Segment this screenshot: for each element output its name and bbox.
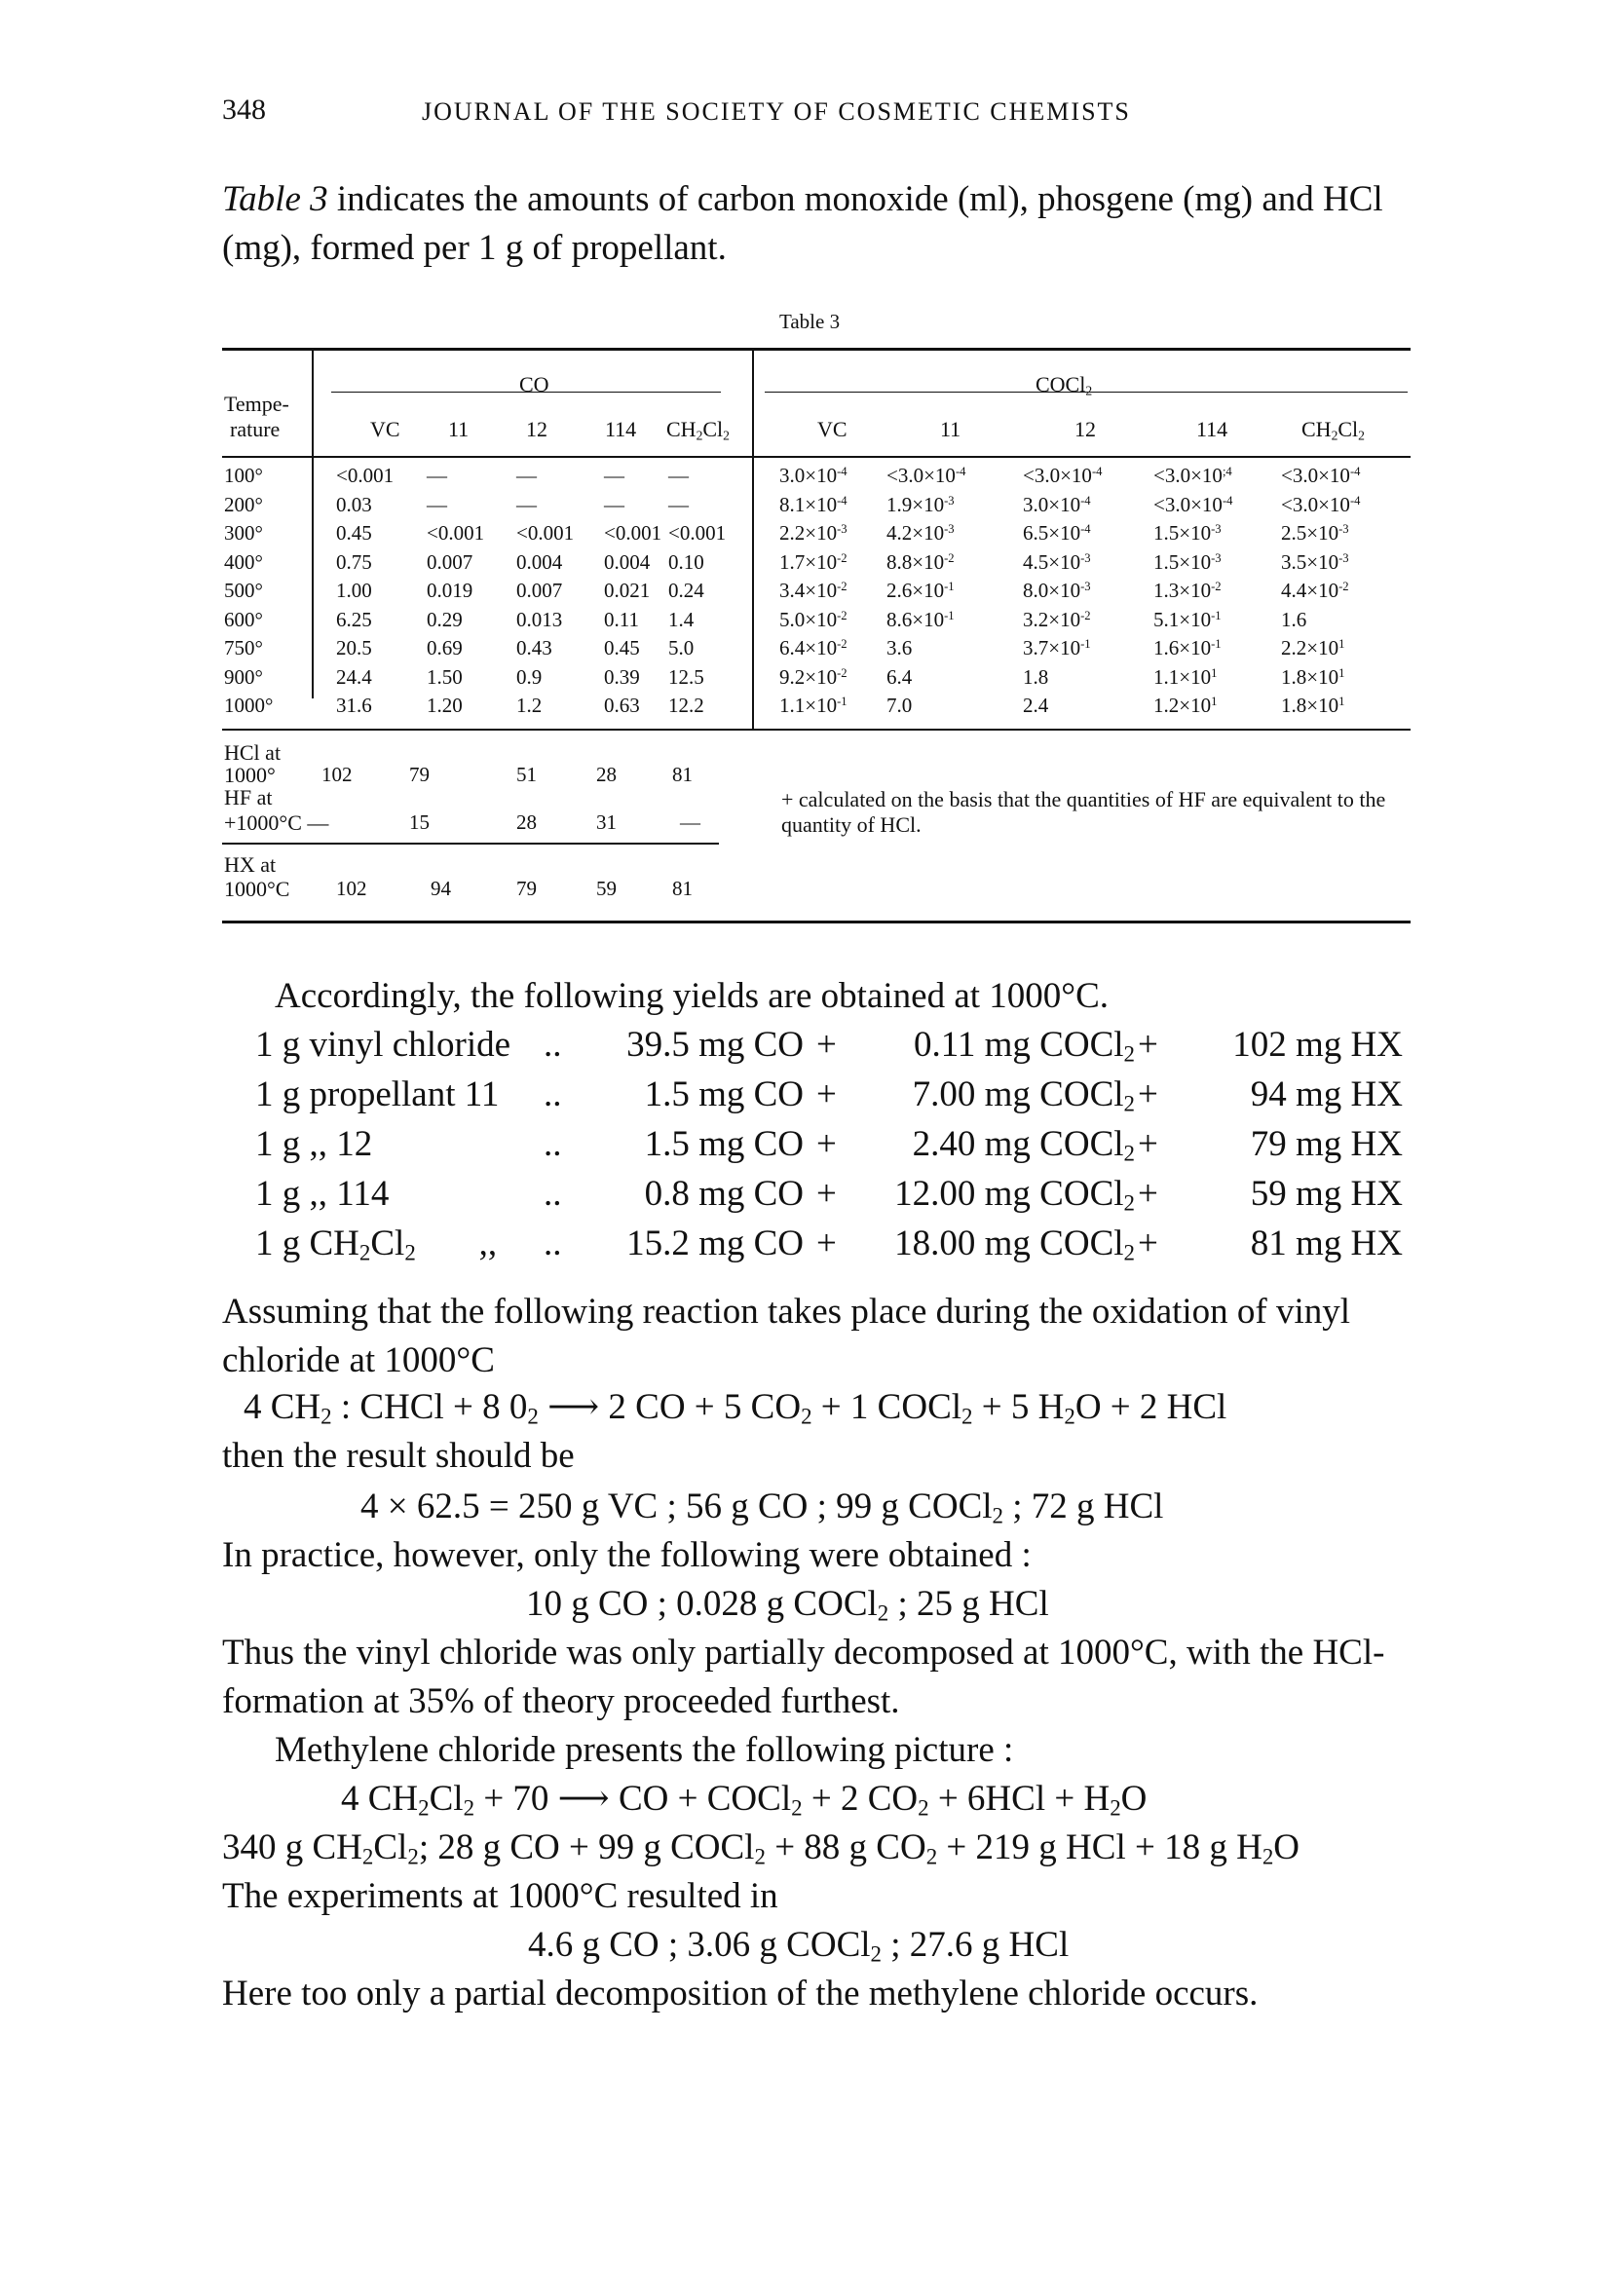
methylene-intro: Methylene chloride presents the following picture :: [275, 1730, 1014, 1770]
co-cell: —: [604, 492, 624, 516]
hf-label-2: +1000°C —: [224, 810, 329, 835]
hx-cell: 59: [596, 877, 617, 900]
co-cell: 0.45: [336, 521, 372, 545]
co-cell: 0.43: [516, 636, 552, 659]
co-cell: 6.25: [336, 607, 372, 631]
hcl-cell: 79: [409, 763, 430, 786]
experiment-intro: The experiments at 1000°C resulted in: [222, 1876, 778, 1916]
cocl2-col-ch2cl2: $CH_2Cl_2$: [1301, 417, 1365, 443]
hf-label-1: HF at: [224, 785, 273, 809]
cocl2-cell: $8.6\times 10^{-1}$: [886, 607, 955, 631]
co-cell: 1.00: [336, 579, 372, 602]
methylene-stoichiometry: 340 g $CH_2Cl_2$; 28 g CO + 99 g COCl$_2$ + 88 g $CO_2 + 219$ g HCl + 18 g $H_2O$: [222, 1827, 1300, 1869]
table-caption: Table 3: [779, 310, 841, 333]
cocl2-cell: $1.1\times 10^{-1}$: [779, 694, 848, 717]
co-cell: 1.2: [516, 694, 543, 717]
co-cell: 0.03: [336, 492, 372, 516]
yield-co: 1.5 mg CO: [644, 1124, 804, 1164]
table-bottom-rule: [222, 921, 1411, 923]
yield-plus: +: [816, 1174, 837, 1214]
row-temperature: 1000°: [224, 694, 274, 717]
yield-cocl2: 18.00 mg COCl$_2$: [894, 1223, 1135, 1265]
co-cell: —: [604, 464, 624, 487]
co-col-ch2cl2: $CH_2Cl_2$: [666, 417, 730, 443]
co-cell: —: [668, 492, 689, 516]
co-cell: —: [516, 492, 537, 516]
hcl-label-2: 1000°: [224, 763, 276, 787]
hcl-label-1: HCl at: [224, 740, 282, 765]
yield-hx: 79 mg HX: [1250, 1124, 1403, 1164]
final-paragraph: Here too only a partial decomposition of the methylene chloride occurs.: [222, 1974, 1259, 2014]
co-cell: 1.20: [427, 694, 463, 717]
co-cell: 0.004: [516, 549, 563, 574]
cocl2-col-11: 11: [940, 417, 961, 441]
conclusion-paragraph: Thus the vinyl chloride was only partially decomposed at 1000°C, with the HCl-formation at 35% of theory proceeded furthest.: [222, 1633, 1385, 1721]
co-cell: —: [668, 464, 689, 487]
cocl2-cell: $3.5\times 10^{-3}$: [1281, 549, 1349, 574]
co-cell: 0.69: [427, 636, 463, 659]
row-temperature: 200°: [224, 492, 263, 516]
cocl2-cell: 3.6: [886, 636, 913, 659]
cocl2-cell: $3.2\times 10^{-2}$: [1023, 607, 1091, 631]
yield-substance: 1 g propellant 11: [255, 1074, 500, 1114]
cocl2-cell: $3.7\times 10^{-1}$: [1023, 636, 1091, 659]
co-col-12: 12: [526, 417, 547, 441]
cocl2-cell: $1.8\times 10^1$: [1281, 664, 1345, 689]
co-cell: 31.6: [336, 694, 372, 717]
cocl2-cell: $1.3\times 10^{-2}$: [1153, 579, 1222, 602]
cocl2-cell: 7.0: [886, 694, 913, 717]
cocl2-cell: $1.1\times 10^1$: [1153, 664, 1218, 689]
yield-hx: 81 mg HX: [1250, 1223, 1403, 1263]
hcl-cell: 51: [516, 763, 537, 786]
yield-dots: ..: [544, 1074, 562, 1114]
table-footnote: + calculated on the basis that the quantities of HF are equivalent to the quantity of HCl.: [781, 787, 1386, 837]
cocl2-cell: $5.0\times 10^{-2}$: [779, 607, 848, 631]
co-cell: 0.007: [427, 549, 473, 574]
co-cell: 1.50: [427, 664, 463, 689]
cocl2-cell: $1.9\times 10^{-3}$: [886, 492, 955, 516]
cocl2-cell: $9.2\times 10^{-2}$: [779, 664, 848, 689]
yield-cocl2: 12.00 mg COCl$_2$: [894, 1174, 1135, 1216]
practice-result: 10 g CO ; 0.028 g COCl$_2$ ; 25 g HCl: [526, 1584, 1049, 1626]
hf-rule: [222, 843, 719, 845]
cocl2-cell: $4.4\times 10^{-2}$: [1281, 579, 1349, 602]
temp-divider: [312, 351, 314, 698]
cocl2-cell: $1.6\times 10^{-1}$: [1153, 636, 1222, 659]
cocl2-col-vc: VC: [817, 417, 848, 441]
co-cell: 24.4: [336, 664, 372, 689]
co-cell: 0.004: [604, 549, 651, 574]
cocl2-cell: $8.0\times 10^{-3}$: [1023, 579, 1091, 602]
table-top-rule: [222, 348, 1411, 351]
cocl2-cell: $3.4\times 10^{-2}$: [779, 579, 848, 602]
yield-cocl2: 2.40 mg COCl$_2$: [912, 1124, 1135, 1166]
co-cell: 0.63: [604, 694, 640, 717]
journal-title: JOURNAL OF THE SOCIETY OF COSMETIC CHEMISTS: [422, 97, 1131, 126]
cocl2-cell: $8.1\times 10^{-4}$: [779, 492, 848, 516]
co-cell: 0.39: [604, 664, 640, 689]
co-cell: 0.9: [516, 664, 543, 689]
cocl2-cell: $<3.0\times 10^{-4}$: [1153, 492, 1233, 516]
yield-dots: ..: [544, 1025, 562, 1065]
cocl2-group-header: COCl$_2$: [1036, 372, 1093, 398]
co-cell: 0.45: [604, 636, 640, 659]
methylene-reaction: 4 $CH_2Cl_2 + 70$ ⟶ CO + COCl$_2$ + 2 $CO_2 + 6HCl + H_2O$: [341, 1779, 1148, 1821]
yield-hx: 102 mg HX: [1232, 1025, 1403, 1065]
cocl2-cell: $<3.0\times 10^{-4}$: [1023, 464, 1103, 487]
hcl-cell: 81: [672, 763, 693, 786]
cocl2-cell: $2.6\times 10^{-1}$: [886, 579, 955, 602]
co-cell: <0.001: [668, 521, 727, 545]
cocl2-cell: $<3.0\times 10^{-4}$: [886, 464, 966, 487]
co-cell: 0.29: [427, 607, 463, 631]
yield-substance: 1 g ,, 12: [255, 1124, 373, 1164]
result-intro: then the result should be: [222, 1436, 575, 1476]
page-number: 348: [222, 94, 266, 126]
co-cell: 12.5: [668, 664, 704, 689]
vc-reaction-equation: 4 $CH_2$ : CHCl + 8 $0_2$ ⟶ 2 CO + 5 $CO_2 + 1$ COCl$_2$ + 5 $H_2O + 2$ HCl: [244, 1387, 1227, 1429]
cocl2-cell: $6.5\times 10^{-4}$: [1023, 521, 1091, 545]
assumption-paragraph: Assuming that the following reaction takes place during the oxidation of vinyl chloride at 1000°C: [222, 1292, 1351, 1380]
intro-text: indicates the amounts of carbon monoxide (ml), phosgene (mg) and HCl (mg), formed per 1 g of propellant.: [222, 179, 1383, 268]
row-temperature: 900°: [224, 664, 263, 689]
co-cell: <0.001: [427, 521, 485, 545]
row-temperature: 400°: [224, 549, 263, 574]
hcl-cell: 28: [596, 763, 617, 786]
table-body-rule: [222, 729, 1411, 731]
co-cell: 0.11: [604, 607, 639, 631]
hf-cell: —: [680, 810, 700, 834]
cocl2-cell: 6.4: [886, 664, 913, 689]
cocl2-cell: $4.5\times 10^{-3}$: [1023, 549, 1091, 574]
co-cell: 0.013: [516, 607, 563, 631]
cocl2-cell: $3.0\times 10^{-4}$: [1023, 492, 1091, 516]
co-cell: 5.0: [668, 636, 695, 659]
cocl2-cell: $6.4\times 10^{-2}$: [779, 636, 848, 659]
yield-substance: 1 g vinyl chloride: [255, 1025, 511, 1065]
co-cell: <0.001: [336, 464, 395, 487]
yield-co: 1.5 mg CO: [644, 1074, 804, 1114]
co-cell: —: [427, 464, 447, 487]
row-temperature: 100°: [224, 464, 263, 487]
co-cell: 1.4: [668, 607, 695, 631]
cocl2-cell: $1.5\times 10^{-3}$: [1153, 549, 1222, 574]
intro-paragraph: [222, 175, 1403, 273]
co-cell: 0.24: [668, 579, 704, 602]
cocl2-cell: $2.2\times 10^1$: [1281, 636, 1345, 659]
yield-plus: +: [816, 1025, 837, 1065]
yield-substance: 1 g ,, 114: [255, 1174, 390, 1214]
row-temperature: 600°: [224, 607, 263, 631]
experiment-result: 4.6 g CO ; 3.06 g COCl$_2$ ; 27.6 g HCl: [528, 1925, 1070, 1967]
hx-cell: 81: [672, 877, 693, 900]
co-col-11: 11: [448, 417, 470, 441]
row-temperature: 750°: [224, 636, 263, 659]
yield-dots: ..: [544, 1223, 562, 1263]
co-cell: 0.007: [516, 579, 563, 602]
group-divider: [752, 351, 754, 729]
yield-substance: 1 g $CH_2Cl_2$ ,,: [255, 1223, 498, 1265]
hx-label-1: HX at: [224, 852, 277, 877]
hx-label-2: 1000°C: [224, 877, 290, 901]
co-cell: 20.5: [336, 636, 372, 659]
cocl2-cell: $2.2\times 10^{-3}$: [779, 521, 848, 545]
hf-cell: 28: [516, 810, 537, 834]
practice-intro: In practice, however, only the following were obtained :: [222, 1535, 1032, 1575]
row-temperature: 300°: [224, 521, 263, 545]
co-group-header: CO: [519, 372, 549, 396]
cocl2-cell: $1.8\times 10^1$: [1281, 694, 1345, 717]
cocl2-col-114: 114: [1196, 417, 1228, 441]
cocl2-cell: $3.0\times 10^{-4}$: [779, 464, 848, 487]
co-cell: <0.001: [516, 521, 575, 545]
expected-result: 4 × 62.5 = 250 g VC ; 56 g CO ; 99 g COCl$_2$ ; 72 g HCl: [360, 1487, 1164, 1528]
hf-cell: 15: [409, 810, 430, 834]
yield-plus: +: [1138, 1025, 1158, 1065]
co-col-114: 114: [605, 417, 637, 441]
co-cell: 0.75: [336, 549, 372, 574]
yield-plus: +: [816, 1074, 837, 1114]
co-cell: 0.019: [427, 579, 473, 602]
hcl-cell: 102: [321, 763, 353, 786]
yield-co: 39.5 mg CO: [626, 1025, 804, 1065]
yield-plus: +: [1138, 1124, 1158, 1164]
yield-plus: +: [1138, 1174, 1158, 1214]
yield-plus: +: [1138, 1074, 1158, 1114]
yields-intro: Accordingly, the following yields are obtained at 1000°C.: [275, 976, 1110, 1016]
yield-dots: ..: [544, 1174, 562, 1214]
co-cell: —: [427, 492, 447, 516]
yield-plus: +: [816, 1223, 837, 1263]
cocl2-col-12: 12: [1074, 417, 1096, 441]
table-header-rule: [222, 456, 1411, 458]
hx-cell: 94: [431, 877, 451, 900]
cocl2-cell: $1.7\times 10^{-2}$: [779, 549, 848, 574]
co-cell: <0.001: [604, 521, 662, 545]
temp-header-2: rature: [230, 417, 281, 441]
cocl2-cell: $4.2\times 10^{-3}$: [886, 521, 955, 545]
yield-co: 15.2 mg CO: [626, 1223, 804, 1263]
yield-hx: 59 mg HX: [1250, 1174, 1403, 1214]
co-cell: 0.021: [604, 579, 651, 602]
yield-hx: 94 mg HX: [1250, 1074, 1403, 1114]
yield-plus: +: [1138, 1223, 1158, 1263]
cocl2-cell: $<3.0\times 10^{;4}$: [1153, 464, 1232, 487]
yield-co: 0.8 mg CO: [644, 1174, 804, 1214]
cocl2-cell: $<3.0\times 10^{-4}$: [1281, 464, 1361, 487]
cocl2-cell: $<3.0\times 10^{-4}$: [1281, 492, 1361, 516]
cocl2-cell: 1.8: [1023, 664, 1049, 689]
cocl2-cell: $2.5\times 10^{-3}$: [1281, 521, 1349, 545]
yield-plus: +: [816, 1124, 837, 1164]
row-temperature: 500°: [224, 579, 263, 602]
cocl2-cell: 1.6: [1281, 607, 1307, 631]
cocl2-cell: $5.1\times 10^{-1}$: [1153, 607, 1222, 631]
cocl2-cell: $1.2\times 10^1$: [1153, 694, 1218, 717]
table-ref: Table 3: [222, 179, 328, 219]
yield-cocl2: 7.00 mg COCl$_2$: [912, 1074, 1135, 1116]
hx-cell: 102: [336, 877, 367, 900]
temp-header-1: Tempe-: [224, 392, 289, 416]
cocl2-cell: $1.5\times 10^{-3}$: [1153, 521, 1222, 545]
hf-cell: 31: [596, 810, 617, 834]
hx-cell: 79: [516, 877, 537, 900]
co-cell: 12.2: [668, 694, 704, 717]
yield-dots: ..: [544, 1124, 562, 1164]
cocl2-cell: $8.8\times 10^{-2}$: [886, 549, 955, 574]
co-cell: 0.10: [668, 549, 704, 574]
co-col-vc: VC: [370, 417, 400, 441]
co-cell: —: [516, 464, 537, 487]
cocl2-cell: 2.4: [1023, 694, 1049, 717]
yield-cocl2: 0.11 mg COCl$_2$: [914, 1025, 1135, 1067]
